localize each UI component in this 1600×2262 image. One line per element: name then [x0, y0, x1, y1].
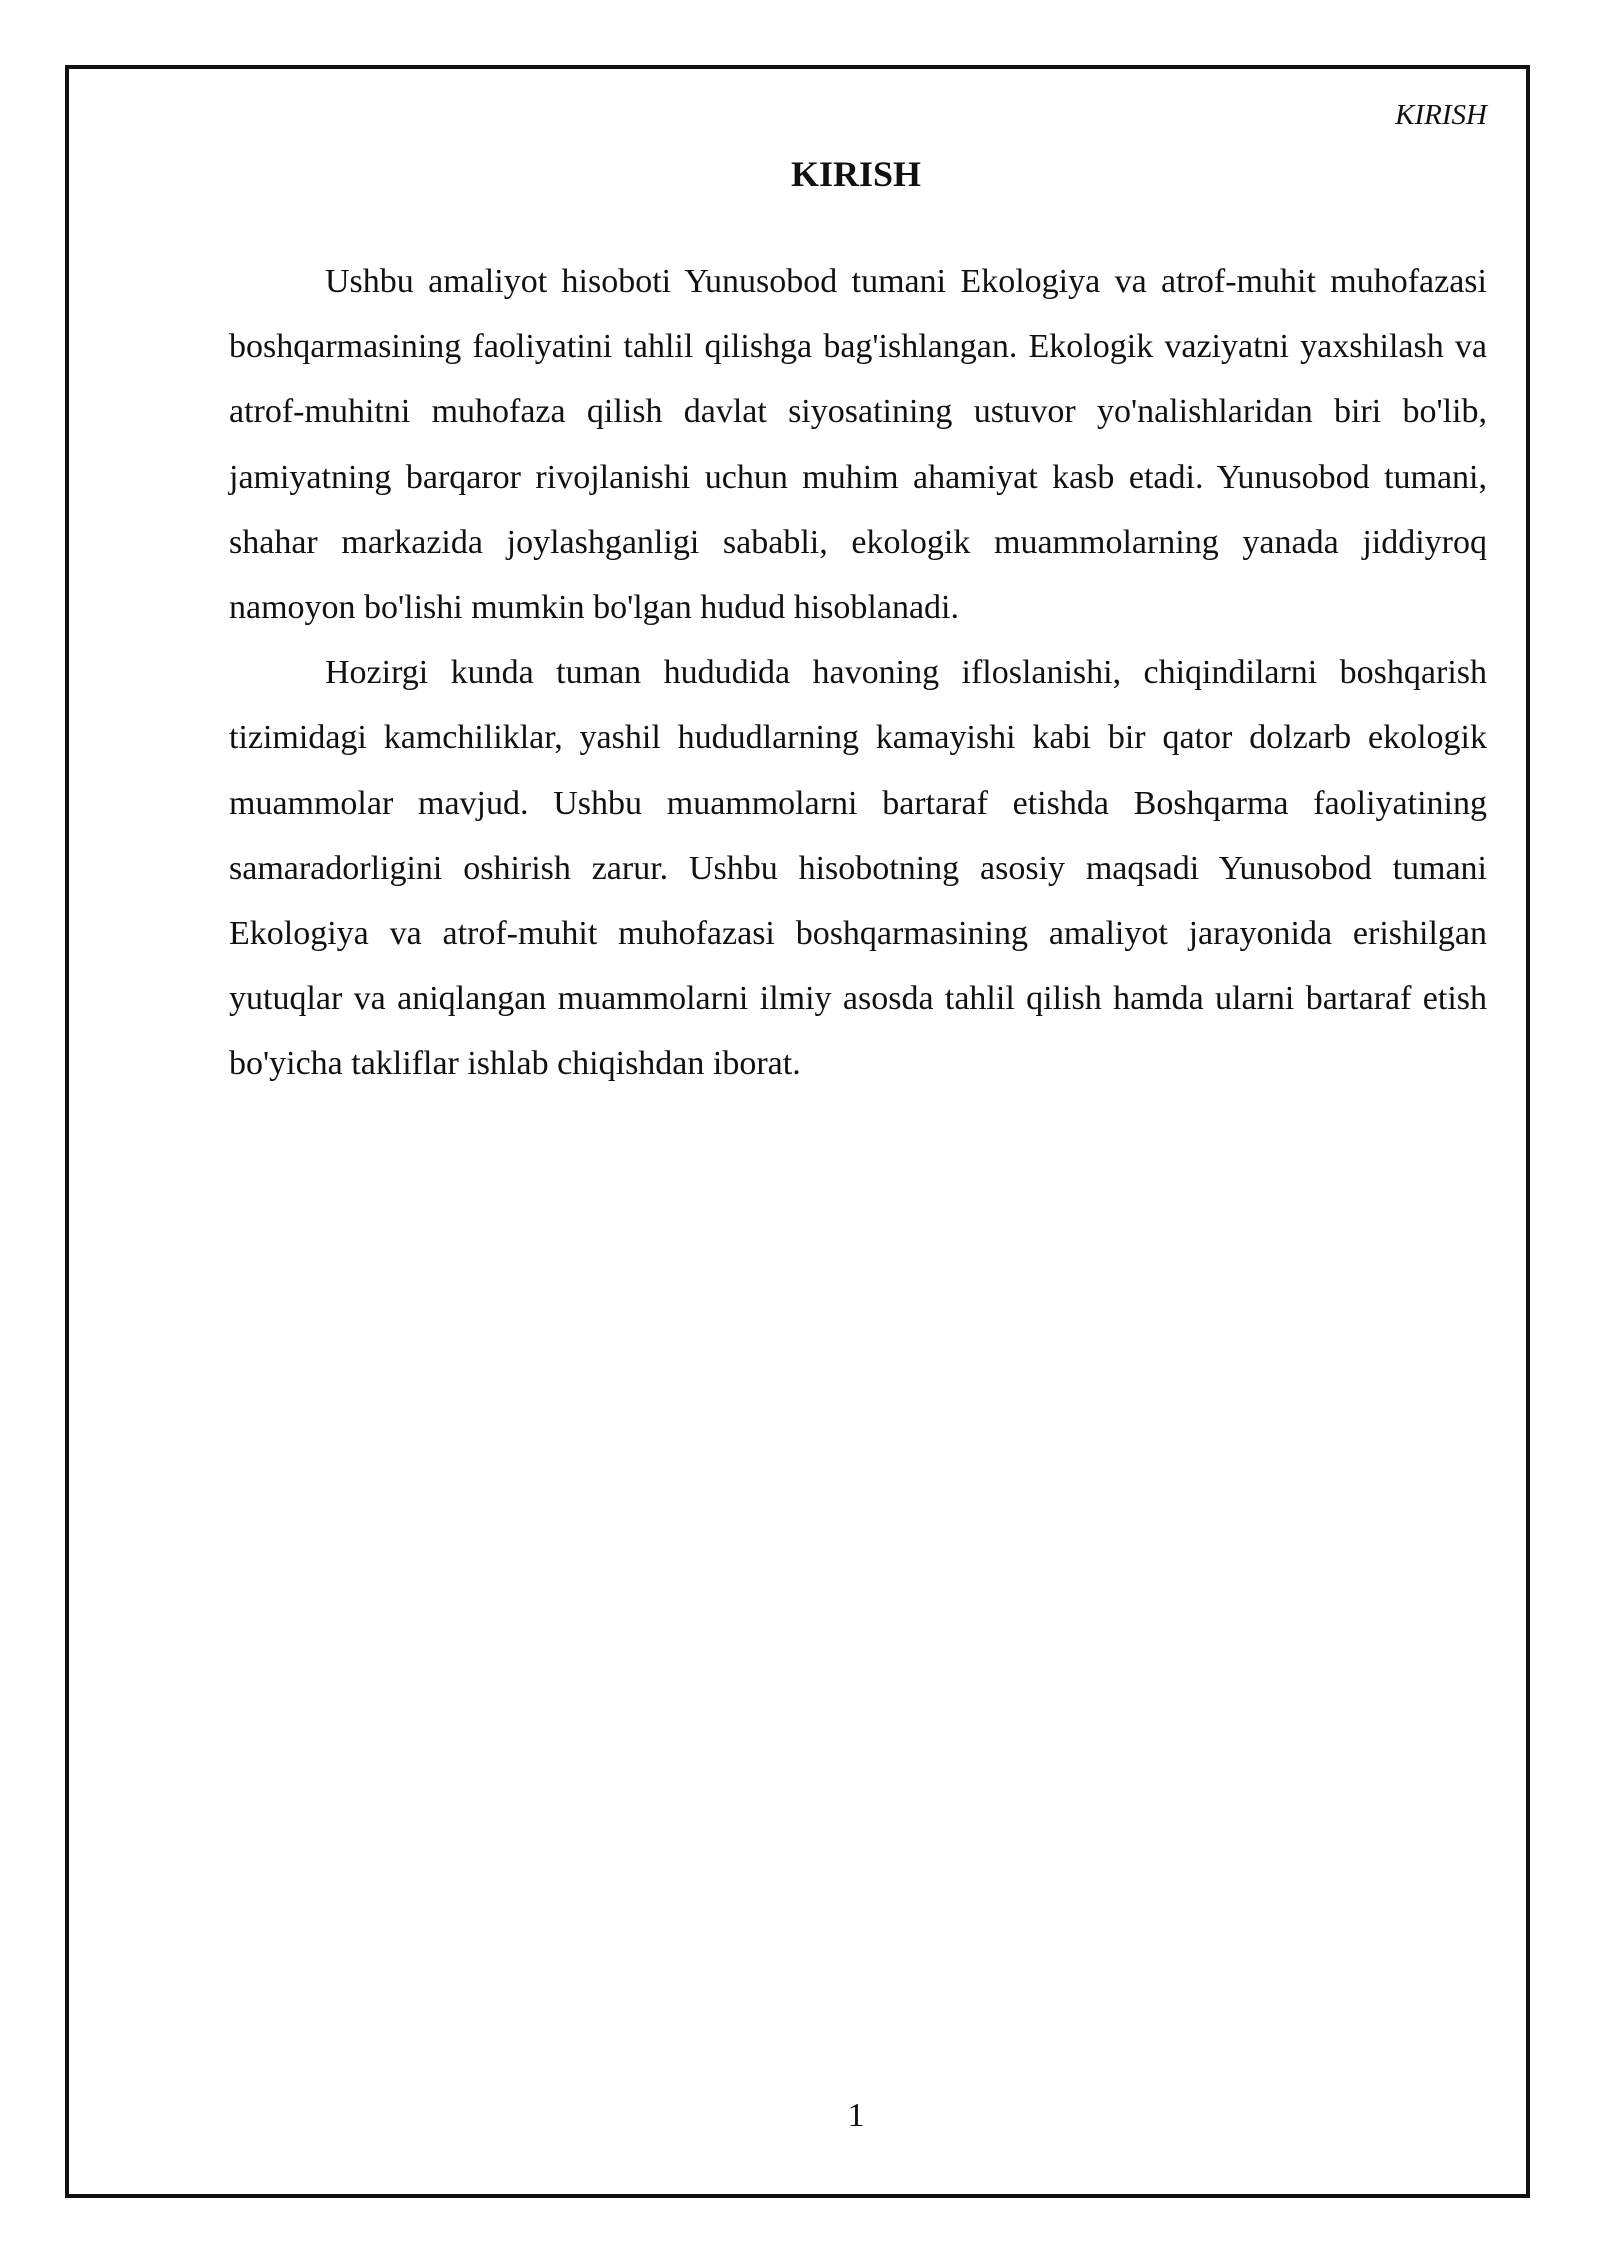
paragraph-2: Hozirgi kunda tuman hududida havoning ifloslanishi, chiqindilarni boshqarish tizimidagi kamchiliklar, yashil hududlarning kamayishi kabi bir qator dolzarb ekologik muammolar mavjud. Ushbu muammolarni bartaraf etishda Boshqarma faoliyatining samaradorligini oshirish zarur. Ushbu hisobotning asosiy maqsadi Yunusobod tumani Ekologiya va atrof-muhit muhofazasi boshqarmasining amaliyot jarayonida erishilgan yutuqlar va aniqlangan muammolarni ilmiy asosda tahlil qilish hamda ularni bartaraf etish bo'yicha takliflar ishlab chiqishdan iborat. [229, 654, 1487, 1083]
page-number: 1 [847, 2097, 865, 2134]
section-title: KIRISH [790, 154, 922, 194]
paragraph-1: Ushbu amaliyot hisoboti Yunusobod tumani Ekologiya va atrof-muhit muhofazasi boshqarmasining faoliyatini tahlil qilishga bag'ishlangan. Ekologik vaziyatni yaxshilash va atrof-muhitni muhofaza qilish davlat siyosatining ustuvor yo'nalishlaridan biri bo'lib, jamiyatning barqaror rivojlanishi uchun muhim ahamiyat kasb etadi. Yunusobod tumani, shahar markazida joylashganligi sababli, ekologik muammolarning yanada jiddiyroq namoyon bo'lishi mumkin bo'lgan hudud hisoblanadi. [229, 263, 1487, 627]
running-header: KIRISH [1395, 99, 1487, 131]
body-text [229, 249, 1487, 1097]
